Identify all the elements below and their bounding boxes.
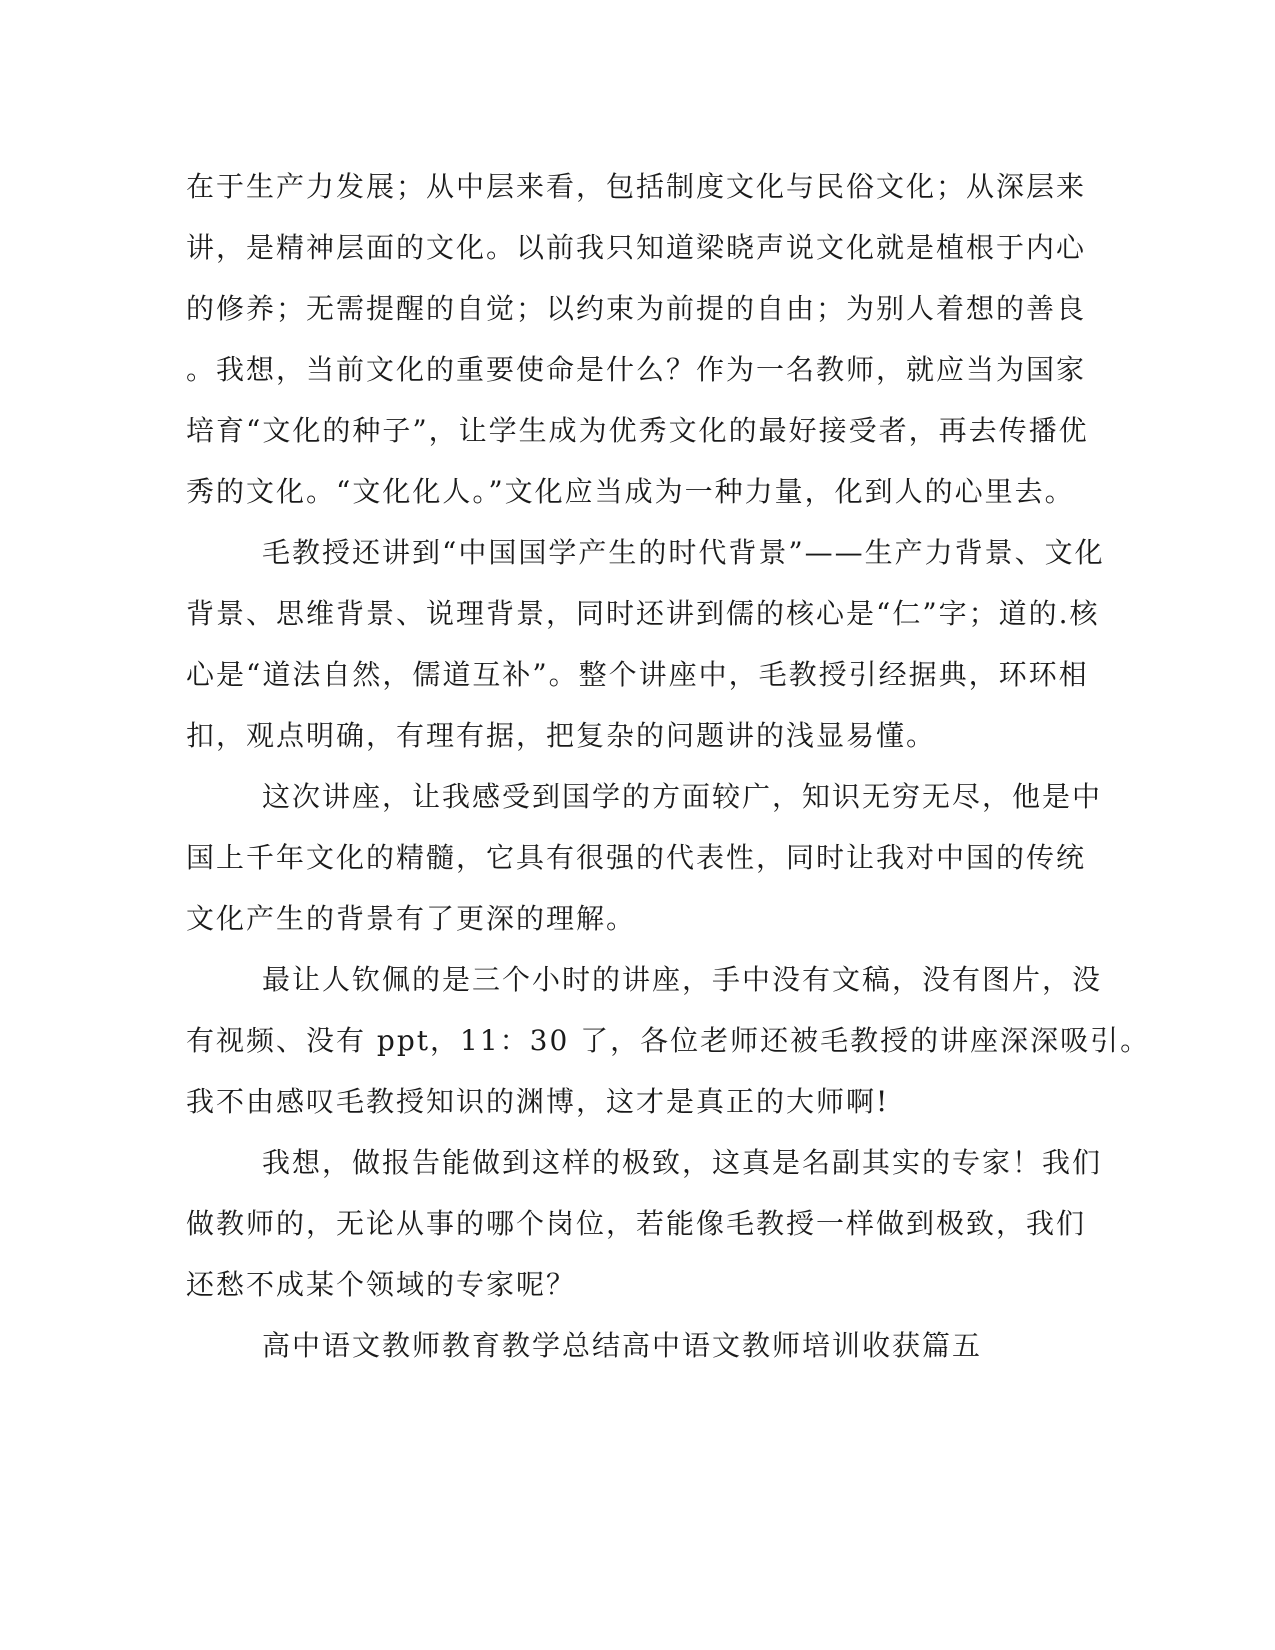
text-line: 心是“道法自然，儒道互补”。整个讲座中，毛教授引经据典，环环相 xyxy=(186,658,1089,691)
text-line: 有视频、没有 ppt，11：30 了，各位老师还被毛教授的讲座深深吸引。 xyxy=(186,1024,1151,1057)
section-heading xyxy=(186,1315,1066,1376)
text-line: 高中语文教师教育教学总结高中语文教师培训收获篇五 xyxy=(262,1329,983,1362)
text-line: 背景、思维背景、说理背景，同时还讲到儒的核心是“仁”字；道的.核 xyxy=(186,597,1100,630)
document-body xyxy=(186,156,1151,1376)
text-line: 秀的文化。“文化化人。”文化应当成为一种力量，化到人的心里去。 xyxy=(186,475,1075,508)
text-line: 还愁不成某个领域的专家呢？ xyxy=(186,1268,577,1301)
text-line: 做教师的，无论从事的哪个岗位，若能像毛教授一样做到极致，我们 xyxy=(186,1207,1087,1240)
text-line: 这次讲座，让我感受到国学的方面较广，知识无穷无尽，他是中 xyxy=(262,780,1103,813)
paragraph-3 xyxy=(186,766,1103,949)
text-line: 最让人钦佩的是三个小时的讲座，手中没有文稿，没有图片，没 xyxy=(262,963,1103,996)
paragraph-4 xyxy=(186,949,1151,1132)
text-line: 我想，做报告能做到这样的极致，这真是名副其实的专家！我们 xyxy=(262,1146,1103,1179)
paragraph-5 xyxy=(186,1132,1103,1315)
text-line: 我不由感叹毛教授知识的渊博，这才是真正的大师啊! xyxy=(186,1085,890,1118)
text-line: 在于生产力发展；从中层来看，包括制度文化与民俗文化；从深层来 xyxy=(186,170,1087,203)
text-line: 培育“文化的种子”，让学生成为优秀文化的最好接受者，再去传播优 xyxy=(186,414,1089,447)
text-line: 。我想，当前文化的重要使命是什么？作为一名教师，就应当为国家 xyxy=(186,353,1087,386)
text-line: 的修养；无需提醒的自觉；以约束为前提的自由；为别人着想的善良 xyxy=(186,292,1087,325)
text-line: 国上千年文化的精髓，它具有很强的代表性，同时让我对中国的传统 xyxy=(186,841,1087,874)
text-line: 文化产生的背景有了更深的理解。 xyxy=(186,902,637,935)
paragraph-2 xyxy=(186,522,1105,766)
text-line: 毛教授还讲到“中国国学产生的时代背景”——生产力背景、文化 xyxy=(262,536,1105,569)
paragraph-1 xyxy=(186,156,1089,522)
text-line: 扣，观点明确，有理有据，把复杂的问题讲的浅显易懂。 xyxy=(186,719,937,752)
text-line: 讲，是精神层面的文化。以前我只知道梁晓声说文化就是植根于内心 xyxy=(186,231,1087,264)
